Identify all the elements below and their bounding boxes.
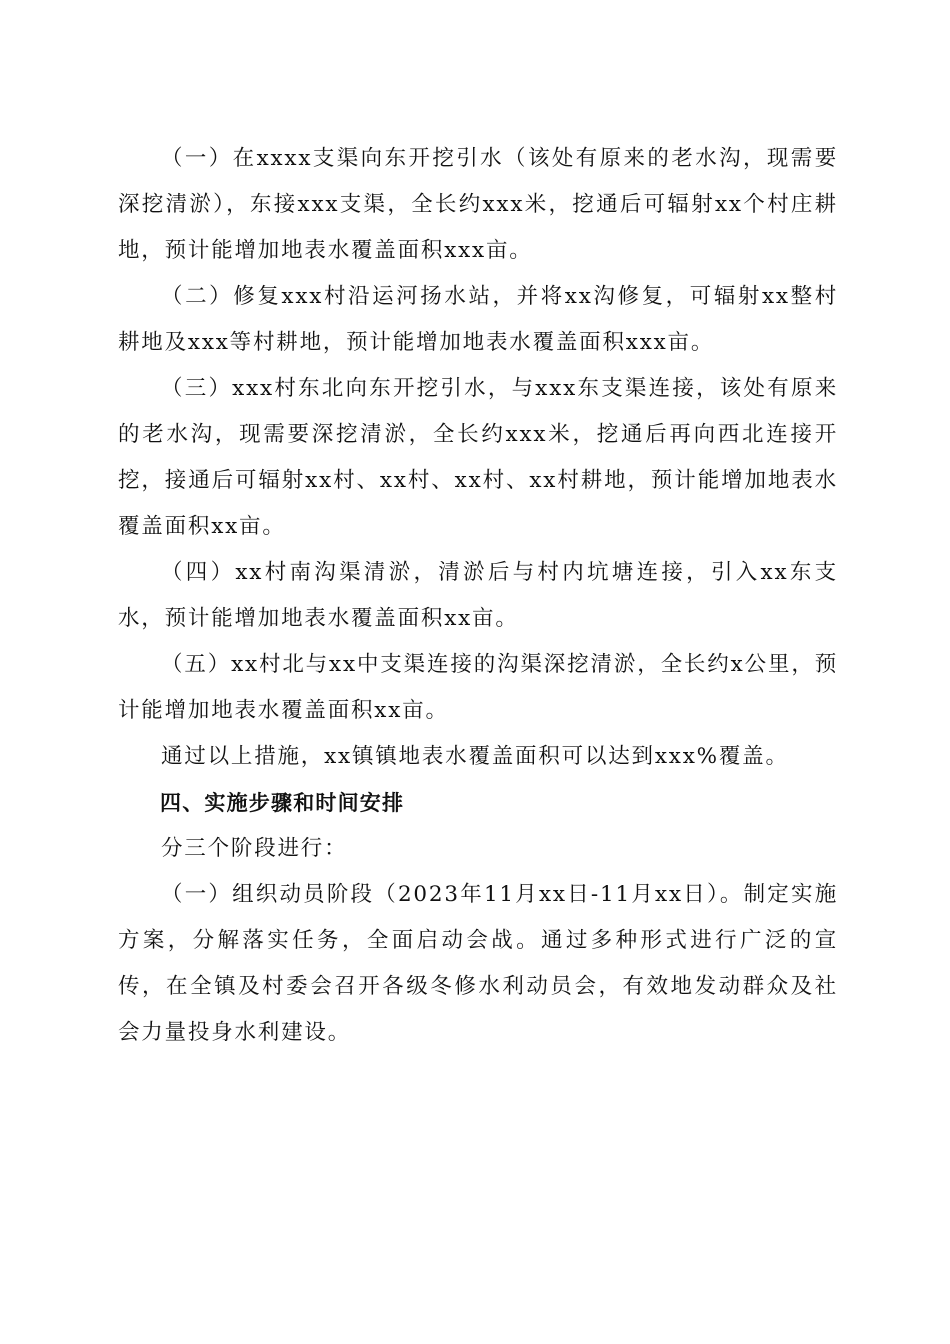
- document-body: [118, 136, 838, 1056]
- paragraph-intro: 分三个阶段进行：: [161, 836, 348, 861]
- paragraph-measure-1: （一）在xxxx支渠向东开挖引水（该处有原来的老水沟，现需要深挖清淤），东接xxx支渠，全长约xxx米，挖通后可辐射xx个村庄耕地，预计能增加地表水覆盖面积xxx亩。: [118, 146, 838, 263]
- paragraph-stage-one: （一）组织动员阶段（2023年11月xx日-11月xx日）。制定实施方案，分解落实任务，全面启动会战。通过多种形式进行广泛的宣传，在全镇及村委会召开各级冬修水利动员会，有效地发动群众及社会力量投身水利建设。: [118, 882, 838, 1045]
- paragraph-summary: 通过以上措施，xx镇镇地表水覆盖面积可以达到xxx%覆盖。: [161, 744, 789, 769]
- section-heading: 四、实施步骤和时间安排: [160, 791, 405, 815]
- paragraph-measure-3: （三）xxx村东北向东开挖引水，与xxx东支渠连接，该处有原来的老水沟，现需要深挖清淤，全长约xxx米，挖通后再向西北连接开挖，接通后可辐射xx村、xx村、xx村、xx村耕地，预计能增加地表水覆盖面积xx亩。: [118, 376, 838, 539]
- paragraph-measure-2: （二）修复xxx村沿运河扬水站，并将xx沟修复，可辐射xx整村耕地及xxx等村耕地，预计能增加地表水覆盖面积xxx亩。: [118, 284, 838, 355]
- paragraph-measure-4: （四）xx村南沟渠清淤，清淤后与村内坑塘连接，引入xx东支水，预计能增加地表水覆盖面积xx亩。: [118, 560, 838, 631]
- paragraph-measure-5: （五）xx村北与xx中支渠连接的沟渠深挖清淤，全长约x公里，预计能增加地表水覆盖面积xx亩。: [118, 652, 838, 723]
